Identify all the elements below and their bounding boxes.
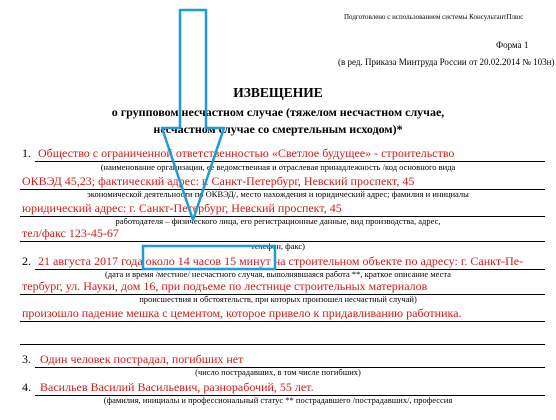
legal-address: юридический адрес: г. Санкт-Петербург, Невский проспект, 45 [22,201,342,215]
caption-organization: (наименование организации, ее ведомственная и отраслевая принадлежность /код основного вида [100,162,456,172]
annotation-arrow [162,10,224,220]
section-number-3: 3. [22,352,31,366]
caption-phone: телефон, факс) [251,241,305,251]
victim-info: Васильев Василий Васильевич, разнорабочий, 55 лет. [40,380,314,394]
caption-date-time: (дата и время /местное/ несчастного случая, выполнявшаяся работа **, краткое описание места [105,269,451,279]
caption-employer: работодателя – физического лица, его регистрационные данные, вид производства, адрес, [115,216,441,226]
caption-victim-status: (фамилия, инициалы и профессиональный статус ** пострадавшего /пострадавших/, профессия [103,395,453,405]
section-number-2: 2. [22,254,31,268]
section-number-4: 4. [22,380,31,394]
document-subtitle-line1: о групповом несчастном случае (тяжелом несчастном случае, [111,105,445,119]
document-subtitle-line2: несчастном случае со смертельным исходом)* [153,122,403,136]
caption-victim-count: (число пострадавших, в том числе погибших) [195,367,361,377]
incident-description: произошло падение мешка с цементом, которое привело к придавливанию работника. [22,306,462,320]
phone-fax: тел/факс 123-45-67 [22,226,119,240]
source-note: Подготовлено с использованием системы КонсультантПлюс [344,13,524,21]
section-number-1: 1. [22,146,31,160]
incident-location: тербург, ул. Науки, дом 16, при подъеме по лестнице строительных материалов [22,279,428,293]
form-label: Форма 1 [496,40,529,50]
victim-count: Один человек пострадал, погибших нет [40,352,244,366]
annotation-highlight-box [143,246,275,269]
organization-name: Общество с ограниченной ответственностью «Светлое будущее» - строительство [38,146,455,160]
okved-address: ОКВЭД 45,23; фактический адрес: г. Санкт-Петербург, Невский проспект, 45 [22,174,415,188]
document-title: ИЗВЕЩЕНИЕ [233,85,323,100]
caption-circumstances: происшествия и обстоятельств, при которых произошел несчастный случай) [139,294,417,304]
edition-note: (в ред. Приказа Минтруда России от 20.02.2014 № 103н) [338,57,555,67]
incident-date-place: 21 августа 2017 года около 14 часов 15 минут на строительном объекте по адресу: г. Санкт-Пе- [38,254,524,268]
caption-economic-activity: экономической деятельности по ОКВЭД/, место нахождения и юридический адрес; фамилия и инициалы [87,189,469,199]
